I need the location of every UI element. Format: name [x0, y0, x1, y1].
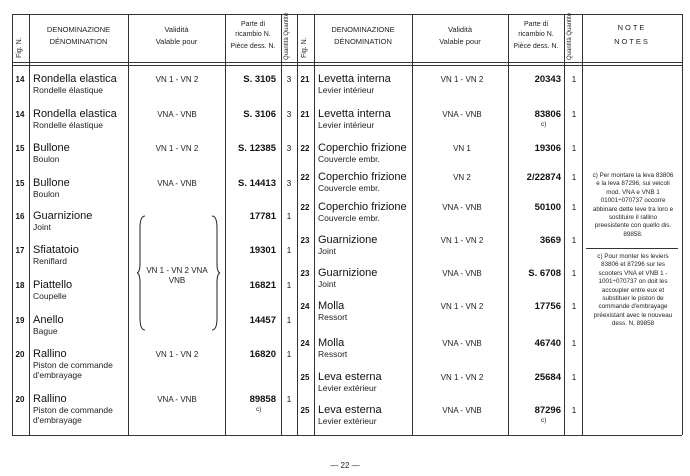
quantity: 1	[571, 203, 577, 212]
header-rule	[12, 62, 682, 63]
part-number: 16821	[249, 280, 276, 291]
validity: VNA - VNB	[442, 406, 482, 415]
part-note-marker: c)	[541, 417, 547, 424]
denomination-french: Couvercle embr.	[318, 154, 380, 164]
denomination-italian: Bullone	[33, 142, 70, 154]
part-number: 19306	[534, 143, 561, 154]
denomination-italian: Guarnizione	[318, 234, 378, 246]
column-rule	[29, 14, 30, 435]
quantity: 1	[286, 281, 292, 290]
denomination-italian: Rondella elastica	[33, 73, 117, 85]
quantity: 3	[286, 144, 292, 153]
quantity: 3	[286, 179, 292, 188]
figure-number: 15	[15, 144, 25, 153]
quantity: 1	[571, 373, 577, 382]
part-number: S. 6708	[528, 268, 561, 279]
denomination-french: Couvercle embr.	[318, 183, 380, 193]
part-number: 14457	[249, 315, 276, 326]
validity: VNA - VNB	[157, 110, 197, 119]
column-rule	[582, 14, 583, 435]
header-validity-it: Validità	[164, 25, 189, 34]
figure-number: 25	[300, 373, 310, 382]
header-denomination-it: DENOMINAZIONE	[46, 25, 111, 34]
part-number: 89858	[249, 394, 276, 405]
header-denomination-it: DENOMINAZIONE	[331, 25, 395, 34]
validity: VNA - VNB	[442, 339, 482, 348]
denomination-italian: Coperchio frizione	[318, 171, 407, 183]
denomination-italian: Sfiatatoio	[33, 244, 79, 256]
validity: VN 1 - VN 2	[440, 373, 484, 382]
denomination-italian: Anello	[33, 314, 64, 326]
column-rule	[297, 14, 298, 435]
figure-number: 24	[300, 339, 310, 348]
denomination-italian: Molla	[318, 337, 345, 349]
figure-number: 21	[300, 75, 310, 84]
denomination-french: Ressort	[318, 312, 348, 322]
header-denomination-fr: DÉNOMINATION	[49, 37, 108, 46]
header-denomination-fr: DÉNOMINATION	[334, 37, 392, 46]
validity: VN 1 - VN 2	[440, 302, 484, 311]
denomination-french: Piston de commande d'embrayage	[33, 360, 113, 380]
quantity: 1	[571, 144, 577, 153]
figure-number: 14	[15, 110, 25, 119]
part-number: 20343	[534, 74, 561, 85]
part-number: 3669	[539, 235, 561, 246]
denomination-italian: Rallino	[33, 348, 67, 360]
validity: VNA - VNB	[442, 110, 482, 119]
part-note-marker: c)	[541, 121, 547, 128]
table-bottom-rule	[12, 435, 682, 436]
denomination-french: Ressort	[318, 349, 348, 359]
header-notes-fr: NOTES	[614, 37, 650, 46]
denomination-french: Levier intérieur	[318, 85, 375, 95]
header-qty: Quantità Quantité	[567, 12, 573, 60]
note-separator	[586, 248, 678, 249]
denomination-italian: Molla	[318, 300, 345, 312]
figure-number: 25	[300, 406, 310, 415]
denomination-french: Couvercle embr.	[318, 213, 380, 223]
figure-number: 17	[15, 246, 25, 255]
part-number: 19301	[249, 245, 276, 256]
denomination-italian: Levetta interna	[318, 108, 391, 120]
quantity: 1	[571, 173, 577, 182]
quantity: 1	[286, 246, 292, 255]
figure-number: 20	[15, 395, 25, 404]
denomination-french: Rondelle élastique	[33, 120, 103, 130]
denomination-italian: Coperchio frizione	[318, 142, 407, 154]
note-italian: c) Per montare la leva 83806 e la leva 87296, sui veicoli mod. VNA e VNB 1 01001÷070737 occorre abbinare dette leve tra loro e sostituire il rallino preesistente con quello dis. 89858.	[592, 172, 674, 238]
column-rule	[12, 14, 13, 435]
part-number: 50100	[534, 202, 561, 213]
group-validity: VN 1 - VN 2 VNA	[146, 266, 208, 275]
validity: VN 1 - VN 2	[440, 236, 484, 245]
validity: VN 2	[453, 173, 471, 182]
figure-number: 20	[15, 350, 25, 359]
quantity: 1	[571, 406, 577, 415]
quantity: 1	[286, 316, 292, 325]
denomination-french: Piston de commande d'embrayage	[33, 405, 113, 425]
quantity: 3	[286, 75, 292, 84]
quantity: 1	[571, 75, 577, 84]
validity: VNA - VNB	[442, 203, 482, 212]
denomination-italian: Rondella elastica	[33, 108, 117, 120]
denomination-french: Levier extérieur	[318, 416, 377, 426]
part-number: S. 14413	[237, 178, 276, 189]
header-validity-it: Validità	[447, 25, 473, 34]
header-part-fr: Pièce dess. N.	[230, 43, 276, 50]
validity: VN 1 - VN 2	[440, 75, 484, 84]
note-french: c) Pour monter les leviers 83806 et 87296 sur les scooters VNA et VNB 1 - 1001÷070737 on doit les accoupler entre eux et substituer le piston de commande d'embrayage préexistant avec le nouveau dess. N. 89858	[593, 253, 673, 328]
denomination-italian: Leva esterna	[318, 371, 382, 383]
quantity: 1	[571, 269, 577, 278]
figure-number: 24	[300, 302, 310, 311]
quantity: 1	[571, 302, 577, 311]
denomination-french: Levier extérieur	[318, 383, 377, 393]
validity: VNA - VNB	[442, 269, 482, 278]
figure-number: 23	[300, 236, 310, 245]
denomination-italian: Bullone	[33, 177, 70, 189]
part-number: 16820	[249, 349, 276, 360]
denomination-french: Bague	[33, 326, 58, 336]
denomination-french: Rondelle élastique	[33, 85, 103, 95]
part-number: 17781	[249, 211, 276, 222]
part-number: S. 12385	[237, 143, 276, 154]
part-number: 2/22874	[526, 172, 561, 183]
figure-number: 14	[15, 75, 25, 84]
column-rule	[564, 14, 565, 435]
denomination-italian: Guarnizione	[318, 267, 378, 279]
quantity: 1	[286, 395, 292, 404]
header-part-it-2: ricambio N.	[518, 31, 554, 38]
header-qty: Quantità Quantité	[284, 12, 290, 60]
header-fig: Fig. N.	[301, 37, 308, 58]
part-number: 87296	[534, 405, 561, 416]
denomination-french: Joint	[318, 246, 336, 256]
figure-number: 22	[300, 173, 310, 182]
header-notes-it: NOTE	[617, 23, 647, 32]
quantity: 3	[286, 110, 292, 119]
part-number: S. 3105	[243, 74, 276, 85]
figure-number: 16	[15, 212, 25, 221]
quantity: 1	[571, 339, 577, 348]
figure-number: 22	[300, 144, 310, 153]
denomination-french: Joint	[33, 222, 51, 232]
validity: VNA - VNB	[157, 395, 197, 404]
quantity: 1	[286, 212, 292, 221]
denomination-french: Boulon	[33, 189, 60, 199]
table-top-rule	[12, 14, 682, 15]
figure-number: 19	[15, 316, 25, 325]
column-rule	[682, 14, 683, 435]
denomination-italian: Coperchio frizione	[318, 201, 407, 213]
part-number: 83806	[534, 109, 561, 120]
quantity: 1	[571, 236, 577, 245]
group-validity: VNB	[168, 276, 186, 285]
figure-number: 15	[15, 179, 25, 188]
header-part-it-2: ricambio N.	[235, 31, 271, 38]
header-fig: Fig. N.	[16, 37, 23, 58]
quantity: 1	[571, 110, 577, 119]
denomination-french: Coupelle	[33, 291, 67, 301]
quantity: 1	[286, 350, 292, 359]
denomination-french: Reniflard	[33, 256, 68, 266]
part-number: S. 3106	[243, 109, 276, 120]
figure-number: 18	[15, 281, 25, 290]
figure-number: 23	[300, 269, 310, 278]
header-part-it-1: Parte di	[240, 21, 266, 28]
figure-number: 22	[300, 203, 310, 212]
header-validity-fr: Valable pour	[439, 37, 481, 46]
denomination-french: Joint	[318, 279, 336, 289]
denomination-italian: Leva esterna	[318, 404, 382, 416]
part-note-marker: c)	[256, 406, 262, 413]
denomination-italian: Piattello	[33, 279, 73, 291]
part-number: 17756	[534, 301, 561, 312]
part-number: 46740	[534, 338, 561, 349]
denomination-italian: Guarnizione	[33, 210, 93, 222]
validity: VNA - VNB	[157, 179, 197, 188]
part-number: 25684	[534, 372, 561, 383]
validity: VN 1 - VN 2	[155, 350, 199, 359]
page-number: — 22 —	[330, 461, 360, 470]
denomination-italian: Levetta interna	[318, 73, 391, 85]
denomination-french: Levier intérieur	[318, 120, 375, 130]
header-rule	[12, 65, 682, 66]
validity: VN 1	[453, 144, 471, 153]
validity: VN 1 - VN 2	[155, 144, 199, 153]
header-part-it-1: Parte di	[523, 21, 549, 28]
figure-number: 21	[300, 110, 310, 119]
denomination-french: Boulon	[33, 154, 60, 164]
denomination-italian: Rallino	[33, 393, 67, 405]
validity: VN 1 - VN 2	[155, 75, 199, 84]
column-rule	[314, 14, 315, 435]
header-validity-fr: Valable pour	[155, 37, 198, 46]
header-part-fr: Pièce dess. N.	[513, 43, 559, 50]
